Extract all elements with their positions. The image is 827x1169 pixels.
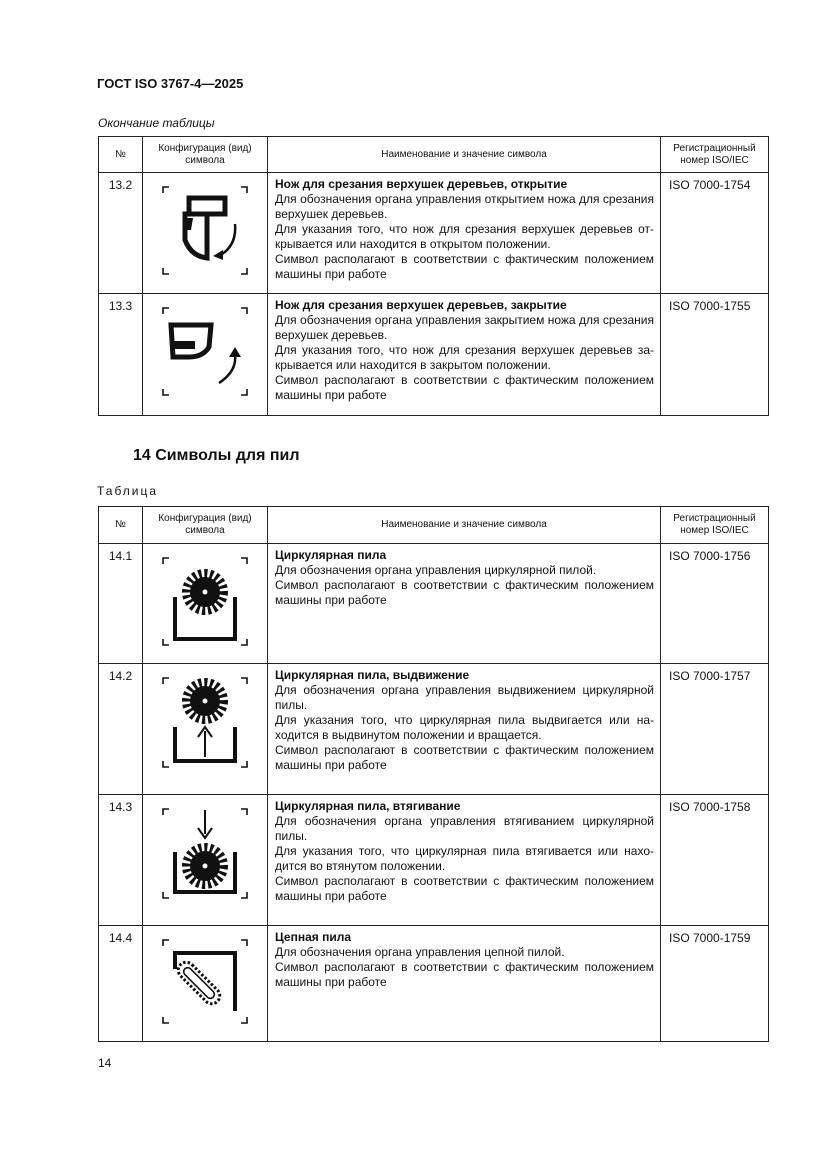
row-number: 13.3 bbox=[99, 294, 143, 416]
row-desc-line: Для указания того, что циркулярная пила выдвигается или находится в выдвинутом положении и вращается. bbox=[275, 713, 654, 742]
row-desc-line: Символ располагают в соответствии с фактическим положением машины при работе bbox=[275, 874, 654, 903]
table-row bbox=[99, 294, 769, 416]
table-continuation-label: Окончание таблицы bbox=[98, 116, 215, 130]
tree-topping-knife-close-icon bbox=[151, 299, 259, 409]
row-desc-line: Для обозначения органа управления втягиванием циркулярной пилы. bbox=[275, 814, 654, 843]
row-desc-line: Для обозначения органа управления выдвижением циркулярной пилы. bbox=[275, 683, 654, 712]
col-header-reg: Регистрационный номер ISO/IEC bbox=[661, 137, 769, 173]
table-row bbox=[99, 664, 769, 795]
row-title: Циркулярная пила, втягивание bbox=[275, 799, 461, 813]
row-title: Циркулярная пила, выдвижение bbox=[275, 668, 470, 682]
row-desc-line: Для обозначения органа управления закрытием ножа для срезания верхушек деревьев. bbox=[275, 313, 654, 342]
circular-saw-retract-icon bbox=[151, 800, 259, 912]
row-registration: ISO 7000-1757 bbox=[661, 664, 769, 795]
row-number: 14.1 bbox=[99, 544, 143, 664]
table-header-row bbox=[99, 507, 769, 544]
col-header-num: № bbox=[99, 137, 143, 173]
chain-saw-icon bbox=[151, 931, 259, 1035]
page-number: 14 bbox=[98, 1056, 112, 1070]
section-title: 14 Символы для пил bbox=[133, 447, 300, 464]
table-row bbox=[99, 795, 769, 926]
row-desc-line: Символ располагают в соответствии с фактическим положением машины при работе bbox=[275, 373, 654, 402]
col-header-config: Конфигурация (вид) символа bbox=[143, 137, 268, 173]
row-desc-line: Для обозначения органа управления циркулярной пилой. bbox=[275, 563, 597, 577]
row-title: Нож для срезания верхушек деревьев, открытие bbox=[275, 177, 568, 191]
col-header-num: № bbox=[99, 507, 143, 544]
row-desc-line: Символ располагают в соответствии с фактическим положением машины при работе bbox=[275, 252, 654, 281]
table-row bbox=[99, 544, 769, 664]
col-header-name: Наименование и значение символа bbox=[268, 137, 661, 173]
row-desc-line: Для указания того, что циркулярная пила втягивается или находится во втянутом положении. bbox=[275, 844, 654, 873]
row-desc-line: Символ располагают в соответствии с фактическим положением машины при работе bbox=[275, 743, 654, 772]
row-desc-line: Символ располагают в соответствии с фактическим положением машины при работе bbox=[275, 578, 654, 607]
table-label: Таблица bbox=[97, 484, 159, 498]
row-number: 14.4 bbox=[99, 926, 143, 1042]
document-header: ГОСТ ISO 3767-4—2025 bbox=[97, 76, 244, 91]
table-row bbox=[99, 926, 769, 1042]
row-desc-line: Для обозначения органа управления открытием ножа для срезания верхушек деревьев. bbox=[275, 192, 654, 221]
row-registration: ISO 7000-1755 bbox=[661, 294, 769, 416]
row-number: 13.2 bbox=[99, 173, 143, 294]
row-desc-line: Для обозначения органа управления цепной пилой. bbox=[275, 945, 565, 959]
row-desc-line: Символ располагают в соответствии с фактическим положением машины при работе bbox=[275, 960, 654, 989]
col-header-reg: Регистрационный номер ISO/IEC bbox=[661, 507, 769, 544]
circular-saw-extend-icon bbox=[151, 669, 259, 781]
col-header-name: Наименование и значение символа bbox=[268, 507, 661, 544]
table-row bbox=[99, 173, 769, 294]
circular-saw-icon bbox=[151, 549, 259, 659]
row-title: Цепная пила bbox=[275, 930, 352, 944]
row-registration: ISO 7000-1756 bbox=[661, 544, 769, 664]
col-header-config: Конфигурация (вид) символа bbox=[143, 507, 268, 544]
row-desc-line: Для указания того, что нож для срезания верхушек деревьев открывается или находится в открытом положении. bbox=[275, 222, 654, 251]
row-title: Нож для срезания верхушек деревьев, закрытие bbox=[275, 298, 567, 312]
symbols-table-14 bbox=[98, 506, 769, 1042]
row-title: Циркулярная пила bbox=[275, 548, 387, 562]
row-registration: ISO 7000-1758 bbox=[661, 795, 769, 926]
symbols-table-13 bbox=[98, 136, 769, 416]
tree-topping-knife-open-icon bbox=[151, 178, 259, 288]
row-desc-line: Для указания того, что нож для срезания верхушек деревьев закрывается или находится в закрытом положении. bbox=[275, 343, 654, 372]
table-header-row bbox=[99, 137, 769, 173]
row-registration: ISO 7000-1754 bbox=[661, 173, 769, 294]
row-number: 14.2 bbox=[99, 664, 143, 795]
row-number: 14.3 bbox=[99, 795, 143, 926]
row-registration: ISO 7000-1759 bbox=[661, 926, 769, 1042]
